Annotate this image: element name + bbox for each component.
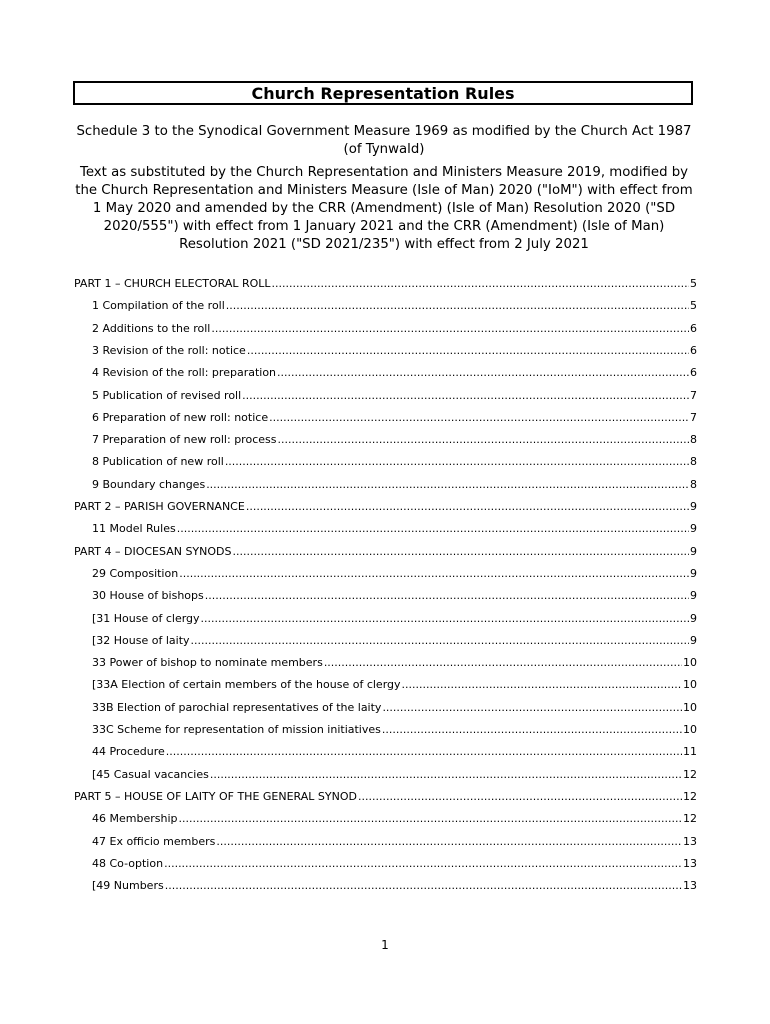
toc-entry-label: PART 1 – CHURCH ELECTORAL ROLL bbox=[74, 277, 271, 290]
toc-entry-label: 2 Additions to the roll bbox=[92, 321, 211, 335]
toc-dot-leader bbox=[324, 653, 682, 673]
toc-entry[interactable] bbox=[92, 653, 697, 673]
toc-entry-page: 8 bbox=[690, 477, 697, 491]
toc-entry-page: 12 bbox=[683, 812, 697, 826]
toc-entry-page: 12 bbox=[683, 789, 697, 803]
toc-entry-label: 47 Ex officio members bbox=[92, 834, 216, 848]
toc-entry-page: 11 bbox=[683, 745, 697, 759]
toc-dot-leader bbox=[177, 519, 689, 539]
toc-entry[interactable] bbox=[92, 452, 697, 472]
toc-entry-page: 10 bbox=[683, 656, 697, 670]
toc-part-entry[interactable] bbox=[74, 497, 697, 517]
toc-entry-page: 6 bbox=[690, 343, 697, 357]
page-number: 1 bbox=[381, 938, 389, 952]
toc-entry-label: PART 2 – PARISH GOVERNANCE bbox=[74, 500, 245, 513]
toc-entry-label: 46 Membership bbox=[92, 812, 178, 826]
toc-entry-page: 5 bbox=[690, 299, 697, 313]
toc-entry-page: 13 bbox=[683, 834, 697, 848]
toc-entry-label: PART 4 – DIOCESAN SYNODS bbox=[74, 544, 232, 558]
document-subtitle-amendments: Text as substituted by the Church Representation and Ministers Measure 2019, modified by the Church Representation and Ministers Measure (Isle of Man) 2020 ("IoM") with effect from 1 May 2020 and amended by the CRR (Amendment) (Isle of Man) Resolution 2020 ("SD 2020/555") with effect from 1 January 2021 and the CRR (Amendment) (Isle of Man) Resolution 2021 ("SD 2021/235") with effect from 2 July 2021 bbox=[75, 165, 693, 252]
toc-dot-leader bbox=[178, 809, 682, 829]
toc-entry[interactable] bbox=[92, 675, 697, 695]
toc-entry[interactable] bbox=[92, 631, 697, 651]
toc-entry-label: [31 House of clergy bbox=[92, 611, 200, 625]
toc-entry-page: 6 bbox=[690, 321, 697, 335]
toc-entry[interactable] bbox=[92, 809, 697, 829]
toc-dot-leader bbox=[277, 363, 689, 383]
toc-entry-label: [33A Election of certain members of the house of clergy bbox=[92, 678, 401, 692]
toc-entry-label: 33 Power of bishop to nominate members bbox=[92, 656, 323, 670]
toc-entry[interactable] bbox=[92, 319, 697, 339]
toc-entry[interactable] bbox=[92, 430, 697, 450]
toc-entry-label: 8 Publication of new roll bbox=[92, 455, 224, 469]
toc-entry-page: 12 bbox=[683, 767, 697, 781]
toc-entry-page: 10 bbox=[683, 678, 697, 692]
toc-entry[interactable] bbox=[92, 564, 697, 584]
toc-entry[interactable] bbox=[92, 609, 697, 629]
toc-entry-page: 8 bbox=[690, 455, 697, 469]
toc-entry[interactable] bbox=[92, 341, 697, 361]
toc-entry-page: 5 bbox=[690, 277, 697, 290]
toc-entry-page: 7 bbox=[690, 388, 697, 402]
toc-dot-leader bbox=[164, 854, 682, 874]
toc-dot-leader bbox=[242, 386, 689, 406]
toc-dot-leader bbox=[247, 341, 689, 361]
toc-entry[interactable] bbox=[92, 854, 697, 874]
toc-dot-leader bbox=[246, 497, 689, 517]
toc-dot-leader bbox=[358, 787, 682, 807]
toc-entry-label: 44 Procedure bbox=[92, 745, 165, 759]
toc-part-entry[interactable] bbox=[74, 274, 697, 294]
toc-dot-leader bbox=[216, 832, 682, 852]
toc-entry-page: 6 bbox=[690, 366, 697, 380]
toc-dot-leader bbox=[179, 564, 689, 584]
toc-entry-page: 8 bbox=[690, 433, 697, 447]
toc-dot-leader bbox=[210, 765, 682, 785]
toc-dot-leader bbox=[233, 542, 690, 562]
toc-dot-leader bbox=[191, 631, 689, 651]
toc-entry[interactable] bbox=[92, 386, 697, 406]
toc-entry[interactable] bbox=[92, 742, 697, 762]
toc-dot-leader bbox=[166, 742, 682, 762]
toc-entry-page: 9 bbox=[690, 589, 697, 603]
toc-entry-label: [32 House of laity bbox=[92, 633, 190, 647]
toc-part-entry[interactable] bbox=[74, 787, 697, 807]
toc-entry-label: 29 Composition bbox=[92, 566, 179, 580]
toc-entry-label: 9 Boundary changes bbox=[92, 477, 206, 491]
toc-entry-label: 5 Publication of revised roll bbox=[92, 388, 242, 402]
toc-entry-page: 9 bbox=[690, 633, 697, 647]
toc-entry-page: 10 bbox=[683, 700, 697, 714]
toc-dot-leader bbox=[272, 274, 689, 294]
toc-entry-page: 9 bbox=[690, 611, 697, 625]
toc-entry-page: 13 bbox=[683, 856, 697, 870]
toc-entry-page: 10 bbox=[683, 723, 697, 736]
toc-entry-page: 9 bbox=[690, 522, 697, 536]
toc-dot-leader bbox=[226, 296, 689, 316]
toc-entry-label: 6 Preparation of new roll: notice bbox=[92, 410, 269, 424]
toc-entry[interactable] bbox=[92, 408, 697, 428]
toc-dot-leader bbox=[269, 408, 689, 428]
toc-dot-leader bbox=[206, 475, 689, 495]
toc-dot-leader bbox=[382, 698, 682, 718]
toc-dot-leader bbox=[277, 430, 689, 450]
toc-entry[interactable] bbox=[92, 296, 697, 316]
toc-entry-page: 9 bbox=[690, 500, 697, 513]
toc-entry-label: PART 5 – HOUSE OF LAITY OF THE GENERAL SYNOD bbox=[74, 789, 357, 803]
toc-entry-label: [45 Casual vacancies bbox=[92, 767, 209, 781]
toc-entry[interactable] bbox=[92, 519, 697, 539]
toc-entry-label: 3 Revision of the roll: notice bbox=[92, 343, 246, 357]
toc-entry[interactable] bbox=[92, 832, 697, 852]
toc-entry[interactable] bbox=[92, 876, 697, 896]
toc-entry-page: 7 bbox=[690, 410, 697, 424]
document-subtitle-schedule: Schedule 3 to the Synodical Government Measure 1969 as modified by the Church Act 1987 (of Tynwald) bbox=[76, 124, 692, 157]
toc-entry-label: 33B Election of parochial representatives of the laity bbox=[92, 700, 382, 714]
toc-dot-leader bbox=[225, 452, 689, 472]
toc-entry[interactable] bbox=[92, 475, 697, 495]
toc-entry-label: 7 Preparation of new roll: process bbox=[92, 433, 277, 447]
toc-entry[interactable] bbox=[92, 586, 697, 606]
toc-dot-leader bbox=[205, 586, 689, 606]
toc-entry-label: 11 Model Rules bbox=[92, 522, 176, 536]
toc-entry[interactable] bbox=[92, 720, 697, 740]
toc-entry-page: 9 bbox=[690, 566, 697, 580]
toc-entry-label: 4 Revision of the roll: preparation bbox=[92, 366, 277, 380]
toc-entry-page: 9 bbox=[690, 544, 697, 558]
toc-entry-label: [49 Numbers bbox=[92, 879, 164, 893]
toc-part-entry[interactable] bbox=[74, 542, 697, 562]
document-title: Church Representation Rules bbox=[73, 81, 693, 105]
toc-dot-leader bbox=[402, 675, 682, 695]
toc-dot-leader bbox=[382, 720, 682, 740]
toc-entry-label: 1 Compilation of the roll bbox=[92, 299, 225, 313]
toc-entry-label: 30 House of bishops bbox=[92, 589, 204, 603]
toc-entry-label: 48 Co-option bbox=[92, 856, 164, 870]
toc-dot-leader bbox=[211, 319, 689, 339]
toc-entry-page: 13 bbox=[683, 879, 697, 893]
toc-dot-leader bbox=[165, 876, 682, 896]
toc-entry[interactable] bbox=[92, 698, 697, 718]
toc-entry[interactable] bbox=[92, 765, 697, 785]
toc-dot-leader bbox=[201, 609, 689, 629]
toc-entry[interactable] bbox=[92, 363, 697, 383]
toc-entry-label: 33C Scheme for representation of mission initiatives bbox=[92, 723, 381, 736]
